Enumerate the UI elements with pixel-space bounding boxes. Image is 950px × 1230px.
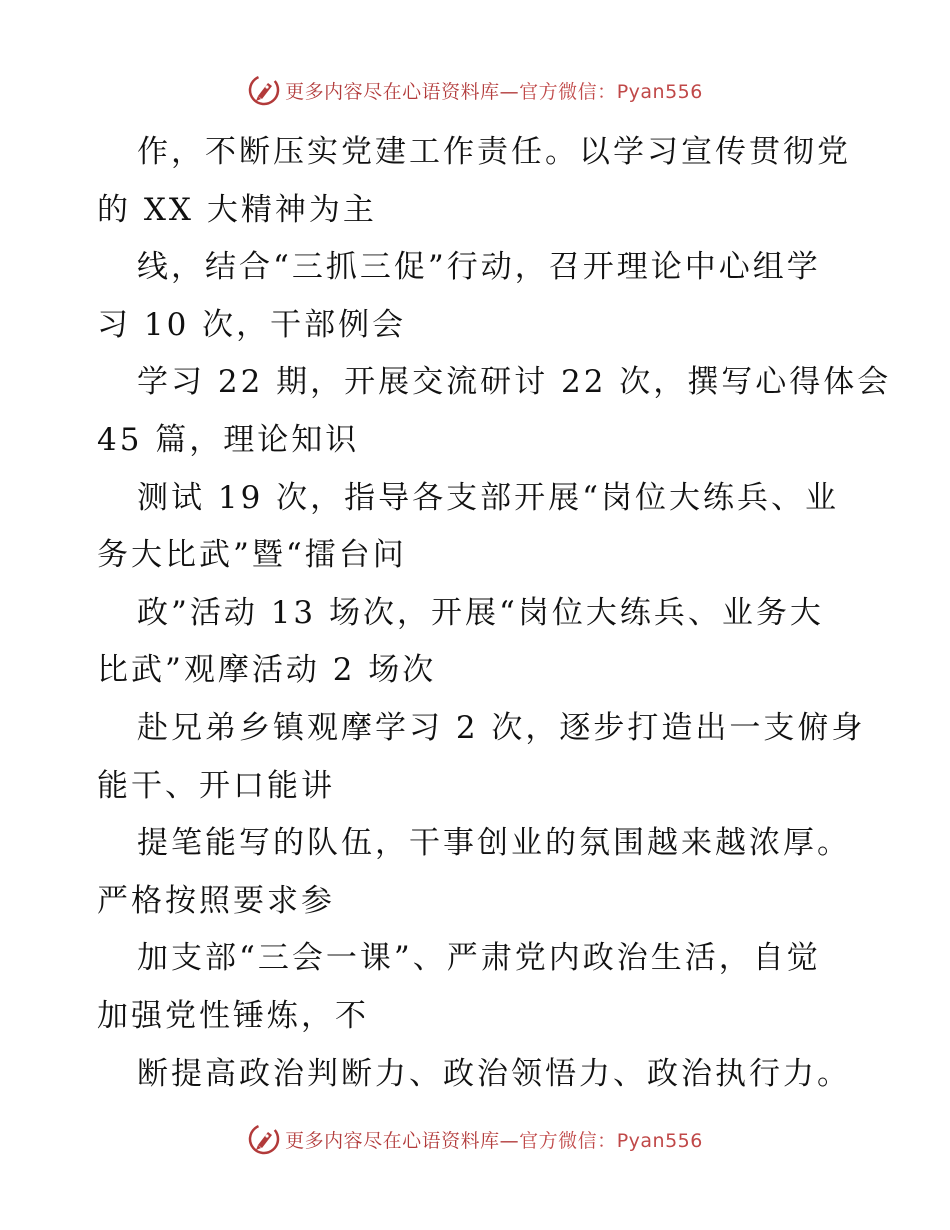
paragraph-line: 务大比武”暨“擂台问: [97, 537, 407, 574]
banner-separator: —: [499, 80, 520, 103]
banner-separator: —: [499, 1129, 520, 1152]
paragraph-line: 习 10 次，干部例会: [97, 306, 407, 343]
paragraph-line: 断提高政治判断力、政治领悟力、政治执行力。: [137, 1055, 851, 1092]
paragraph-line: 严格按照要求参: [97, 882, 335, 919]
paragraph-line: 赴兄弟乡镇观摩学习 2 次，逐步打造出一支俯身: [137, 709, 866, 746]
paragraph-line: 加强党性锤炼，不: [97, 997, 369, 1034]
paragraph-line: 测试 19 次，指导各支部开展“岗位大练兵、业: [137, 479, 840, 516]
banner-wechat-label: 官方微信：: [519, 80, 617, 103]
paragraph-line: 作，不断压实党建工作责任。以学习宣传贯彻党: [137, 134, 851, 170]
footer-banner: [0, 1119, 950, 1159]
banner-wechat-id: Pyan556: [616, 1129, 703, 1152]
pen-nib-logo-icon: [247, 1122, 281, 1156]
banner-wechat-id: Pyan556: [616, 80, 703, 103]
paragraph-line: 45 篇，理论知识: [97, 421, 360, 458]
paragraph-line: 加支部“三会一课”、严肃党内政治生活，自觉: [137, 940, 821, 977]
paragraph-line: 政”活动 13 场次，开展“岗位大练兵、业务大: [137, 594, 824, 631]
banner-title: 更多内容尽在心语资料库: [285, 1129, 500, 1152]
banner-title: 更多内容尽在心语资料库: [285, 80, 500, 103]
paragraph-line: 的 XX 大精神为主: [97, 191, 377, 228]
pen-nib-logo-icon: [247, 73, 281, 107]
header-banner: [0, 70, 950, 110]
paragraph-line: 提笔能写的队伍，干事创业的氛围越来越浓厚。: [137, 825, 851, 862]
paragraph-line: 能干、开口能讲: [97, 767, 335, 804]
paragraph-line: 学习 22 期，开展交流研讨 22 次，撰写心得体会: [137, 364, 892, 401]
paragraph-line: 比武”观摩活动 2 场次: [97, 652, 437, 689]
paragraph-line: 线，结合“三抓三促”行动，召开理论中心组学: [137, 249, 821, 286]
document-body: [97, 124, 892, 1103]
banner-wechat-label: 官方微信：: [519, 1129, 617, 1152]
